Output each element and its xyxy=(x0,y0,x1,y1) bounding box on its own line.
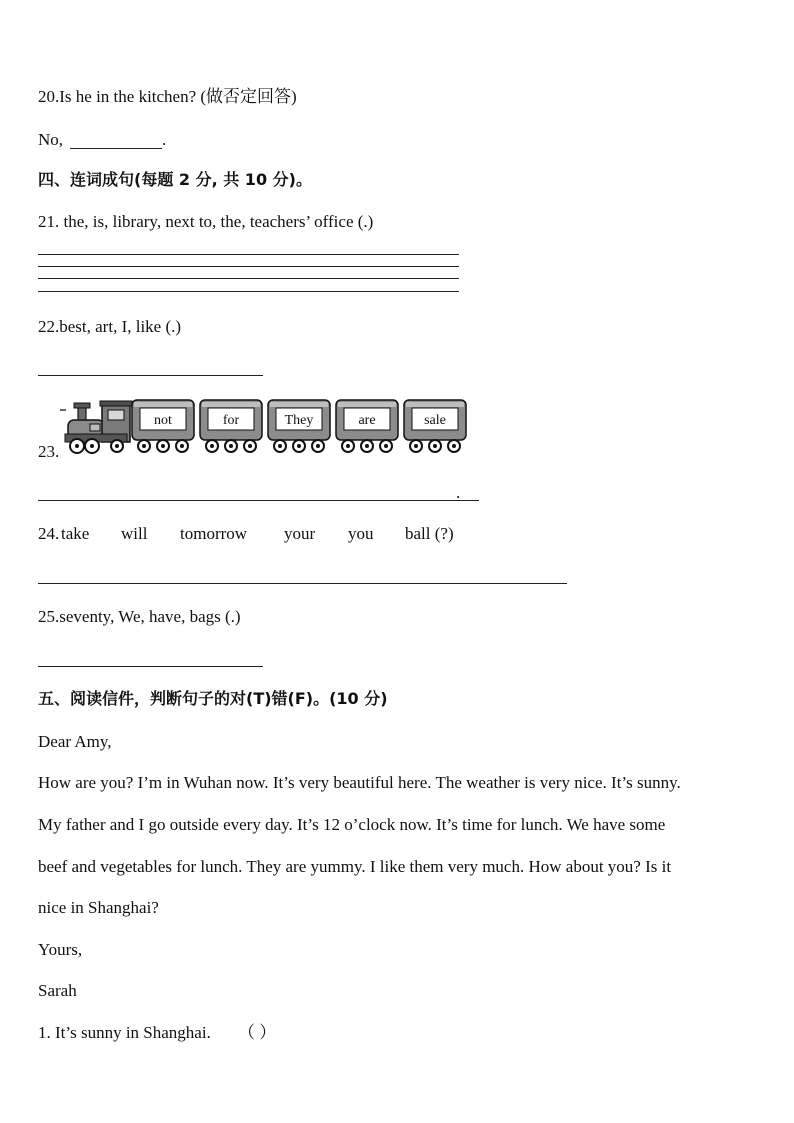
train-car-word: not xyxy=(154,413,172,428)
question-22: 22.best, art, I, like (.) xyxy=(38,317,182,336)
tf-statement-1: 1. It’s sunny in Shanghai. xyxy=(38,1023,211,1042)
answer-23-blank[interactable] xyxy=(38,500,479,501)
question-24-word: you xyxy=(348,524,374,543)
question-24-word: tomorrow xyxy=(180,524,248,543)
train-car xyxy=(336,400,398,452)
answer-20-prefix: No, xyxy=(38,130,64,149)
answer-24-blank[interactable] xyxy=(38,583,567,584)
question-23-number: 23. xyxy=(38,442,60,461)
letter-line: My father and I go outside every day. It’s 12 o’clock now. It’s time for lunch. We have some xyxy=(38,815,666,834)
letter-line: beef and vegetables for lunch. They are yummy. I like them very much. How about you? Is it xyxy=(38,857,672,876)
question-24-word: will xyxy=(121,524,148,543)
train-car-word: are xyxy=(358,413,376,428)
train-car xyxy=(200,400,262,452)
letter-line: How are you? I’m in Wuhan now. It’s very beautiful here. The weather is very nice. It’s sunny. xyxy=(38,773,681,792)
locomotive-icon xyxy=(60,401,132,453)
writing-line[interactable] xyxy=(38,291,459,292)
question-21: 21. the, is, library, next to, the, teachers’ office (.) xyxy=(38,212,374,231)
train-car-word: for xyxy=(222,413,240,428)
letter-line: nice in Shanghai? xyxy=(38,898,159,917)
train-car xyxy=(404,400,466,452)
letter-closing: Yours, xyxy=(38,940,83,959)
train-car xyxy=(268,400,330,452)
section-5-title: 五、阅读信件，判断句子的对(T)错(F)。(10 分) xyxy=(38,689,388,708)
letter-greeting: Dear Amy, xyxy=(38,732,112,751)
answer-20-blank[interactable] xyxy=(70,148,162,149)
train-illustration xyxy=(60,398,470,458)
writing-line[interactable] xyxy=(38,254,459,255)
question-25: 25.seventy, We, have, bags (.) xyxy=(38,607,241,626)
question-20: 20.Is he in the kitchen? (做否定回答) xyxy=(38,87,297,106)
tf-answer-bracket-1[interactable]: （ ） xyxy=(238,1023,277,1042)
question-24-number: 24. xyxy=(38,524,60,543)
train-car xyxy=(132,400,194,452)
answer-23-end-mark: . xyxy=(456,483,461,502)
answer-22-blank[interactable] xyxy=(38,375,263,376)
letter-signature: Sarah xyxy=(38,981,77,1000)
section-4-title: 四、连词成句(每题 2 分, 共 10 分)。 xyxy=(38,170,312,189)
train-car-word: They xyxy=(284,413,314,428)
answer-20-suffix: . xyxy=(162,130,167,149)
question-24-word: ball (?) xyxy=(405,524,454,543)
question-24-word: your xyxy=(284,524,316,543)
writing-line[interactable] xyxy=(38,278,459,279)
question-24-word: take xyxy=(61,524,90,543)
answer-25-blank[interactable] xyxy=(38,666,263,667)
writing-line[interactable] xyxy=(38,266,459,267)
train-car-word: sale xyxy=(424,413,446,428)
